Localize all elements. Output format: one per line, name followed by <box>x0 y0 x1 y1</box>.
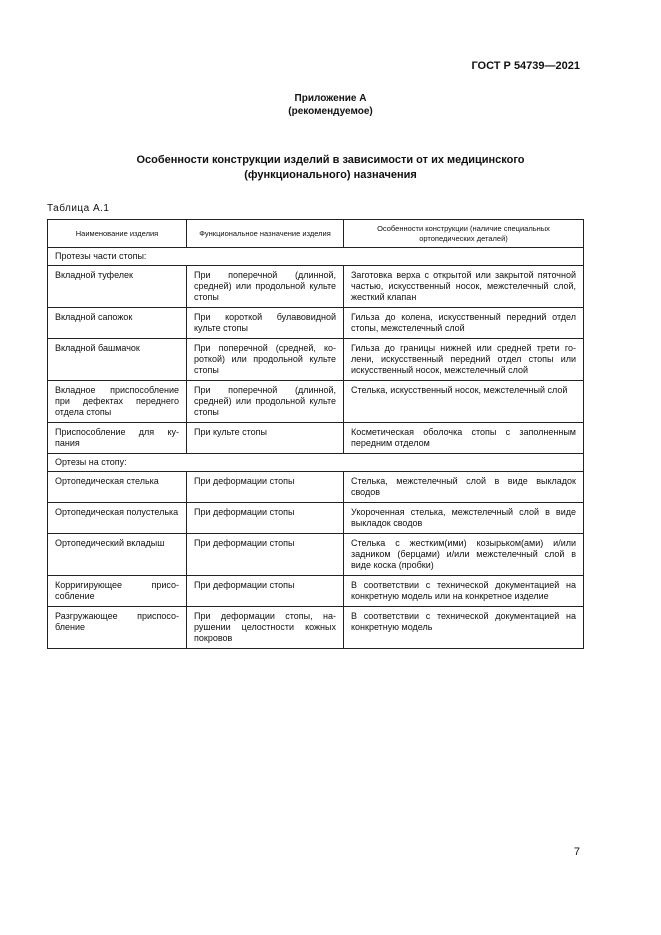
cell-function: При культе стопы <box>187 423 344 454</box>
cell-features: Стелька с жестким(ими) козырьком(ами) и/или задником (берцами) и/или межстелечный слой в виде коска (пробки) <box>344 534 584 576</box>
table-row <box>48 534 584 576</box>
cell-function: При поперечной (длинной, средней) или продольной культе стопы <box>187 381 344 423</box>
table-row <box>48 423 584 454</box>
group-label-prostheses: Протезы части стопы: <box>48 248 584 266</box>
cell-product: Вкладное приспособление при дефектах переднего отдела стопы <box>48 381 187 423</box>
appendix-heading <box>0 92 661 118</box>
cell-features: Стелька, межстелечный слой в виде выкладок сводов <box>344 472 584 503</box>
cell-features: Заготовка верха с открытой или закрытой пяточной частью, искусственный носок, межстелечный слой, жесткий клапан <box>344 266 584 308</box>
appendix-label: Приложение А <box>294 93 367 104</box>
cell-product: Разгружающее приспособление <box>48 607 187 649</box>
cell-product: Приспособление для купания <box>48 423 187 454</box>
cell-function: При деформации стопы <box>187 472 344 503</box>
group-row <box>48 454 584 472</box>
cell-function: При короткой булавовидной культе стопы <box>187 308 344 339</box>
cell-product: Вкладной сапожок <box>48 308 187 339</box>
page-title <box>0 153 661 183</box>
cell-product: Вкладной башмачок <box>48 339 187 381</box>
cell-function: При деформации стопы <box>187 534 344 576</box>
cell-product: Ортопедическая стелька <box>48 472 187 503</box>
cell-product: Ортопедический вкладыш <box>48 534 187 576</box>
cell-function: При деформации стопы, нарушении целостности кожных покровов <box>187 607 344 649</box>
cell-features: Стелька, искусственный носок, межстелечный слой <box>344 381 584 423</box>
cell-product: Вкладной туфелек <box>48 266 187 308</box>
table-row <box>48 472 584 503</box>
table-row <box>48 266 584 308</box>
table-row <box>48 308 584 339</box>
cell-features: В соответствии с технической документацией на конкретную модель <box>344 607 584 649</box>
cell-function: При деформации стопы <box>187 576 344 607</box>
table-row <box>48 576 584 607</box>
group-label-orthoses: Ортезы на стопу: <box>48 454 584 472</box>
page-number: 7 <box>573 846 580 858</box>
cell-function: При поперечной (длинной, средней) или продольной культе стопы <box>187 266 344 308</box>
group-row <box>48 248 584 266</box>
table-row <box>48 339 584 381</box>
page-title-line-1: Особенности конструкции изделий в зависимости от их медицинского <box>136 154 525 166</box>
document-code: ГОСТ Р 54739—2021 <box>471 60 580 72</box>
header-function: Функциональное назначение изделия <box>187 220 344 248</box>
table-header-row <box>48 220 584 248</box>
cell-features: В соответствии с технической документацией на конкретную модель или на конкретное изделие <box>344 576 584 607</box>
table-caption: Таблица А.1 <box>47 203 110 214</box>
table-row <box>48 381 584 423</box>
cell-function: При поперечной (средней, короткой) или продольной культе стопы <box>187 339 344 381</box>
cell-product: Корригирующее присособление <box>48 576 187 607</box>
page-title-line-2: (функционального) назначения <box>244 169 417 181</box>
header-design-features: Особенности конструкции (наличие специальных ортопедических деталей) <box>344 220 584 248</box>
table-row <box>48 503 584 534</box>
cell-features: Гильза до границы нижней или средней трети голени, искусственный передний отдел стопы или искусственный носок, межстелечный слой <box>344 339 584 381</box>
cell-features: Гильза до колена, искусственный передний отдел стопы, межстелечный слой <box>344 308 584 339</box>
cell-function: При деформации стопы <box>187 503 344 534</box>
product-features-table <box>47 219 584 649</box>
cell-product: Ортопедическая полустелька <box>48 503 187 534</box>
header-product-name: Наименование изделия <box>48 220 187 248</box>
table-row <box>48 607 584 649</box>
appendix-status: (рекомендуемое) <box>288 106 373 117</box>
cell-features: Косметическая оболочка стопы с заполненным передним отделом <box>344 423 584 454</box>
cell-features: Укороченная стелька, межстелечный слой в виде выкладок сводов <box>344 503 584 534</box>
